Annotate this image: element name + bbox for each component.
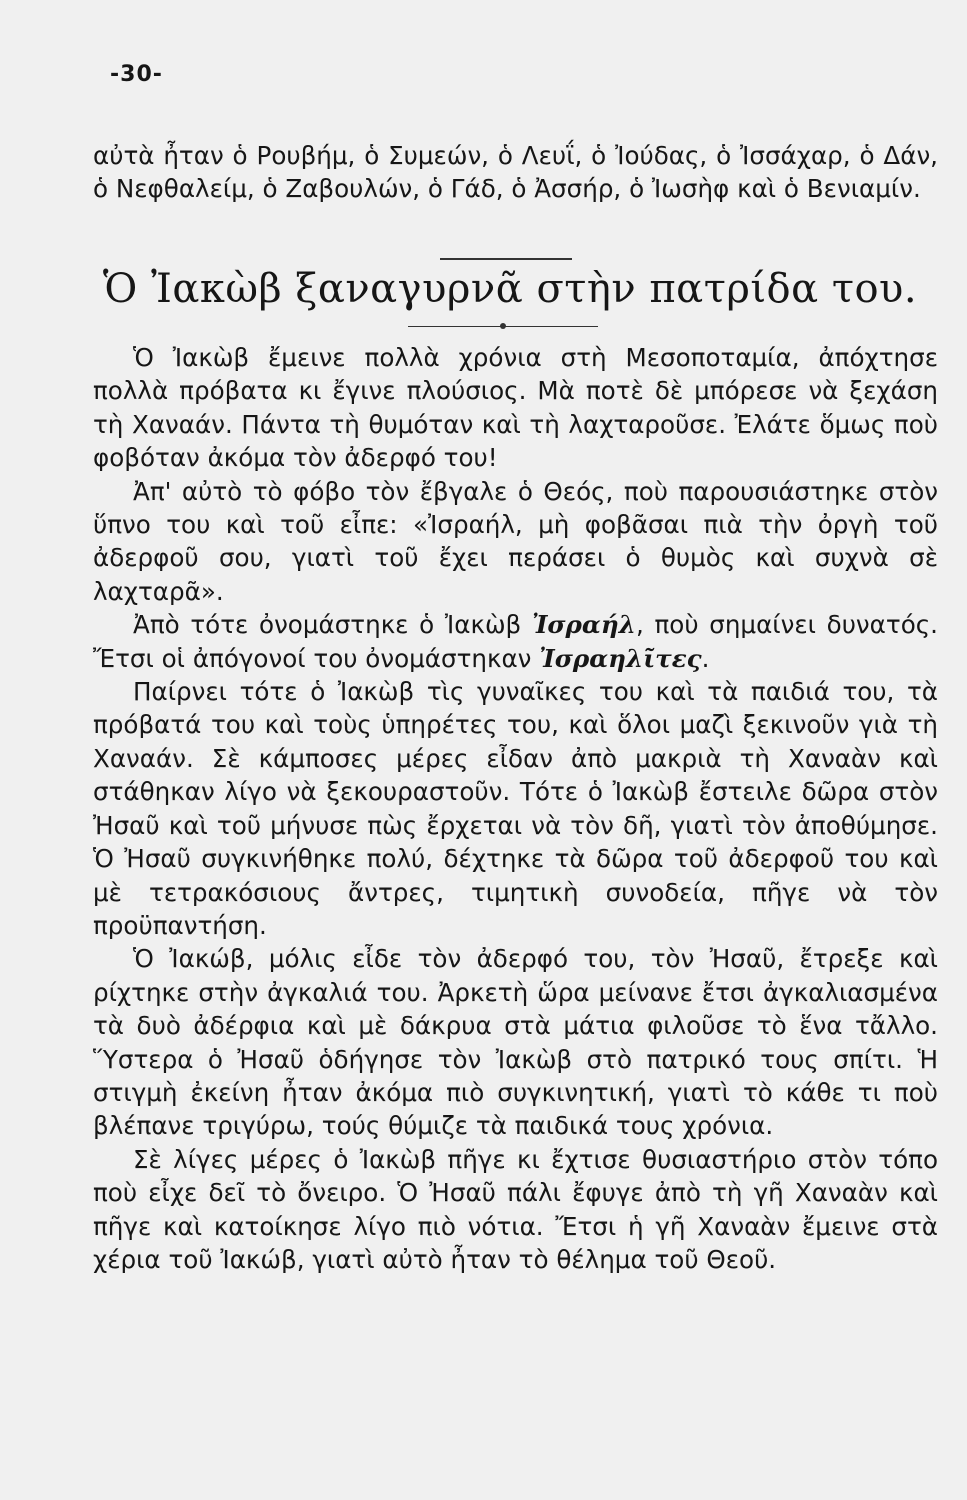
paragraph-1: Ὁ Ἰακὼβ ἔμεινε πολλὰ χρόνια στὴ Μεσοποταμία, ἀπόχτησε πολλὰ πρόβατα κι ἔγινε πλούσιος. Μὰ ποτὲ δὲ μπόρεσε νὰ ξεχάση τὴ Χαναάν. Πάντα τὴ θυμόταν καὶ τὴ λαχταροῦσε. Ἐλάτε ὅμως ποὺ φοβόταν ἀκόμα τὸν ἀδερφό του! (93, 343, 938, 473)
paragraph-3-middle: , ποὺ σημαίνει δυνατός. Ἔτσι οἱ ἀπόγονοί του ὀνομάστηκαν (93, 610, 938, 673)
heading-rule-ornament (500, 323, 506, 329)
paragraph-3-end: . (701, 643, 710, 673)
paragraph-5: Ὁ Ἰακώβ, μόλις εἶδε τὸν ἀδερφό του, τὸν Ἠσαῦ, ἔτρεξε καὶ ρίχτηκε στὴν ἀγκαλιά του. Ἀρκετὴ ὥρα μείνανε ἔτσι ἀγκαλιασμένα τὰ δυὸ ἀδέρφια καὶ μὲ δάκρυα στὰ μάτια φιλοῦσε τὸ ἕνα τἄλλο. Ὕστερα ὁ Ἠσαῦ ὁδήγησε τὸν Ἰακὼβ στὸ πατρικό τους σπίτι. Ἡ στιγμὴ ἐκείνη ἦταν ἀκόμα πιὸ συγκινητική, γιατὶ τὸ κάθε τι ποὺ βλέπανε τριγύρω, τούς θύμιζε τὰ παιδικά τους χρόνια. (93, 944, 938, 1141)
name-israel: Ἰσραήλ (531, 610, 636, 640)
intro-paragraph: αὐτὰ ἦταν ὁ Ρουβήμ, ὁ Συμεών, ὁ Λευΐ, ὁ Ἰούδας, ὁ Ἰσσάχαρ, ὁ Δάν, ὁ Νεφθαλείμ, ὁ Ζαβουλών, ὁ Γάδ, ὁ Ἀσσήρ, ὁ Ἰωσὴφ καὶ ὁ Βενιαμίν. (93, 141, 938, 204)
paragraph-6: Σὲ λίγες μέρες ὁ Ἰακὼβ πῆγε κι ἔχτισε θυσιαστήριο στὸν τόπο ποὺ εἶχε δεῖ τὸ ὄνειρο. Ὁ Ἠσαῦ πάλι ἔφυγε ἀπὸ τὴ γῆ Χαναὰν καὶ πῆγε καὶ κατοίκησε λίγο πιὸ νότια. Ἔτσι ἡ γῆ Χαναὰν ἔμεινε στὰ χέρια τοῦ Ἰακώβ, γιατὶ αὐτὸ ἦταν τὸ θέλημα τοῦ Θεοῦ. (93, 1144, 938, 1274)
paragraph-3-start: Ἀπὸ τότε ὀνομάστηκε ὁ Ἰακὼβ (133, 610, 532, 640)
name-israelites: Ἰσραηλῖτες (539, 643, 702, 673)
paragraph-4: Παίρνει τότε ὁ Ἰακὼβ τὶς γυναῖκες του καὶ τὰ παιδιά του, τὰ πρόβατά του καὶ τοὺς ὑπηρέτες του, καὶ ὅλοι μαζὶ ξεκινοῦν γιὰ τὴ Χαναάν. Σὲ κάμποσες μέρες εἶδαν ἀπὸ μακριὰ τὴ Χαναὰν καὶ στάθηκαν λίγο νὰ ξεκουραστοῦν. Τότε ὁ Ἰακὼβ ἔστειλε δῶρα στὸν Ἠσαῦ καὶ τοῦ μήνυσε πὼς ἔρχεται νὰ τὸν δῆ, γιατὶ τὸν ἀποθύμησε. Ὁ Ἠσαῦ συγκινήθηκε πολύ, δέχτηκε τὰ δῶρα τοῦ ἀδερφοῦ του καὶ μὲ τετρακόσιους ἄντρες, τιμητικὴ συνοδεία, πῆγε νὰ τὸν προϋπαντήση. (93, 677, 938, 940)
page-number: -30- (110, 62, 163, 87)
paragraph-3 (93, 608, 938, 675)
heading-top-rule (440, 258, 572, 260)
chapter-body (93, 341, 938, 1276)
intro-text-block (93, 139, 938, 206)
paragraph-2: Ἀπ' αὐτὸ τὸ φόβο τὸν ἔβγαλε ὁ Θεός, ποὺ παρουσιάστηκε στὸν ὕπνο του καὶ τοῦ εἶπε: «Ἰσραήλ, μὴ φοβᾶσαι πιὰ τὴν ὀργὴ τοῦ ἀδερφοῦ σου, γιατὶ τοῦ ἔχει περάσει ὁ θυμὸς καὶ συχνὰ σὲ λαχταρᾶ». (93, 476, 938, 606)
chapter-heading: Ὁ Ἰακὼβ ξαναγυρνᾶ στὴν πατρίδα του. (102, 266, 918, 312)
